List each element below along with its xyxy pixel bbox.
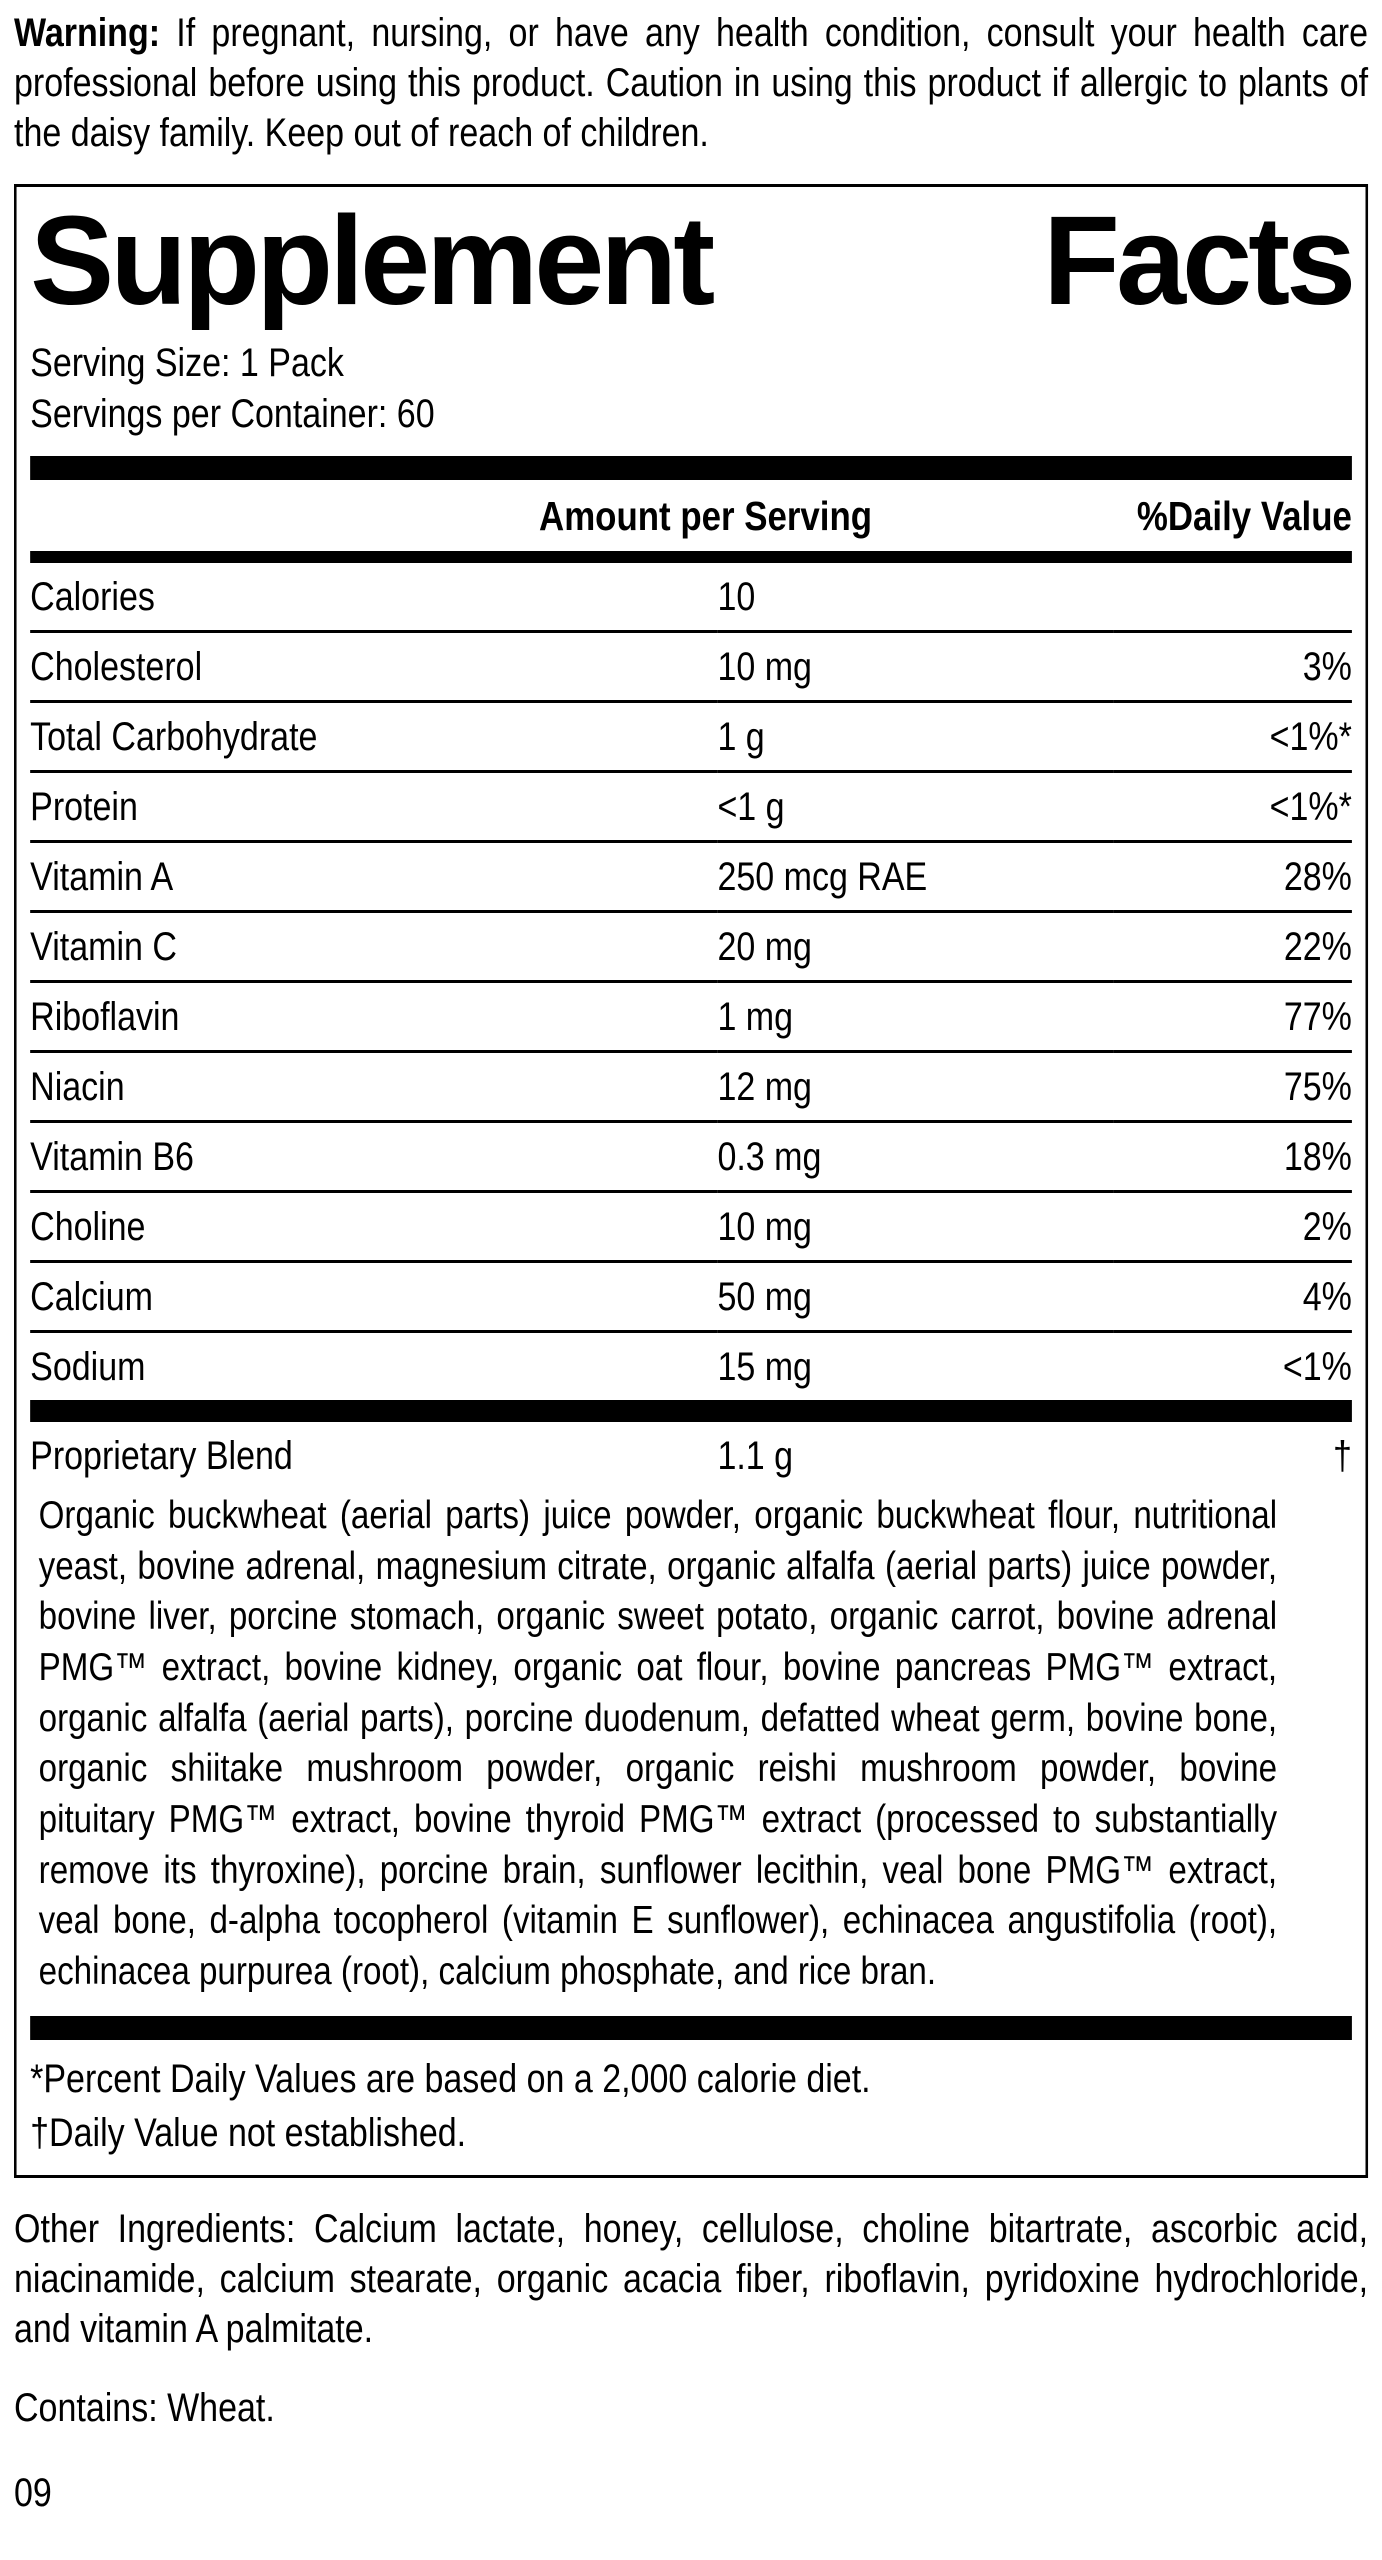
footnote-daily-value-not-established: †Daily Value not established. [30,2111,467,2156]
nutrient-name: Calories [30,574,155,619]
table-row [30,771,1352,841]
proprietary-blend-table [30,1422,1352,1489]
supplement-facts-panel [14,184,1368,2178]
divider-bar-blend [30,1400,1352,1422]
nutrient-name: Vitamin C [30,924,177,969]
divider-bar-footnotes [30,2016,1352,2040]
nutrient-name: Cholesterol [30,644,203,689]
nutrient-daily-value: 28% [1283,854,1352,899]
servings-per-container: Servings per Container: 60 [30,391,435,436]
nutrient-amount: 1 mg [717,994,794,1039]
table-row [30,1331,1352,1400]
table-row [30,1051,1352,1121]
nutrient-name: Vitamin A [30,854,174,899]
column-header-row [30,480,1352,551]
nutrient-amount: 250 mcg RAE [717,854,928,899]
table-row [30,701,1352,771]
table-row [30,981,1352,1051]
warning-paragraph [14,8,1368,158]
nutrient-amount: 0.3 mg [717,1134,822,1179]
nutrient-name: Total Carbohydrate [30,714,318,759]
nutrient-table [30,563,1352,1400]
table-row [30,1261,1352,1331]
table-row [30,1191,1352,1261]
nutrient-daily-value: 3% [1302,644,1352,689]
nutrient-amount: 1 g [717,714,765,759]
blend-name: Proprietary Blend [30,1433,293,1478]
nutrient-daily-value: 75% [1283,1064,1352,1109]
nutrient-name: Choline [30,1204,146,1249]
divider-bar-header [30,551,1352,563]
nutrient-daily-value: 77% [1283,994,1352,1039]
facts-title [30,190,1353,331]
blend-ingredients: Organic buckwheat (aerial parts) juice powder, organic buckwheat flour, nutritional yeast, bovine adrenal, magnesium citrate, organic alfalfa (aerial parts) juice powder, bovine liver, porcine stomach, organic sweet potato, organic carrot, bovine adrenal PMG™ extract, bovine kidney, organic oat flour, bovine pancreas PMG™ extract, organic alfalfa (aerial parts), porcine duodenum, defatted wheat germ, bovine bone, organic shiitake mushroom powder, organic reishi mushroom powder, bovine pituitary PMG™ extract, bovine thyroid PMG™ extract (processed to substantially remove its thyroxine), porcine brain, sunflower lecithin, veal bone PMG™ extract, veal bone, d-alpha tocopherol (vitamin E sunflower), echinacea angustifolia (root), echinacea purpurea (root), calcium phosphate, and rice bran. [38,1493,1278,1994]
column-header-amount: Amount per Serving [539,492,873,539]
nutrient-daily-value: <1%* [1269,784,1352,829]
table-row [30,563,1352,632]
nutrient-name: Protein [30,784,138,829]
nutrient-daily-value: <1%* [1269,714,1352,759]
divider-bar-top [30,456,1352,480]
nutrient-name: Riboflavin [30,994,180,1039]
nutrient-amount: 15 mg [717,1344,812,1389]
facts-title-word-supplement: Supplement [30,190,712,331]
table-row [30,911,1352,981]
nutrient-daily-value: 2% [1302,1204,1352,1249]
nutrient-amount: <1 g [717,784,785,829]
footnotes [30,2052,1352,2161]
nutrient-name: Vitamin B6 [30,1134,194,1179]
nutrient-amount: 50 mg [717,1274,812,1319]
proprietary-blend-row [30,1422,1352,1489]
nutrient-amount: 10 [717,574,756,619]
table-row [30,1121,1352,1191]
serving-size: Serving Size: 1 Pack [30,340,344,385]
nutrient-daily-value: 4% [1302,1274,1352,1319]
nutrient-amount: 20 mg [717,924,812,969]
nutrient-amount: 12 mg [717,1064,812,1109]
nutrient-daily-value: 22% [1283,924,1352,969]
warning-label: Warning: [14,11,161,55]
nutrient-daily-value: 18% [1283,1134,1352,1179]
nutrient-name: Niacin [30,1064,125,1109]
nutrient-amount: 10 mg [717,1204,812,1249]
warning-text: If pregnant, nursing, or have any health condition, consult your health care professional before using this product. Caution in using this product if allergic to plants of the daisy family. Keep out of reach of children. [14,11,1369,155]
blend-amount: 1.1 g [717,1433,794,1478]
nutrient-name: Calcium [30,1274,153,1319]
nutrient-name: Sodium [30,1344,146,1389]
footnote-percent-daily-values: *Percent Daily Values are based on a 2,000 calorie diet. [30,2056,871,2101]
facts-title-word-facts: Facts [1042,190,1353,331]
column-header-daily-value: %Daily Value [1136,492,1352,539]
table-row [30,841,1352,911]
blend-daily-value: † [1332,1433,1352,1478]
lot-code: 09 [14,2470,52,2515]
other-ingredients: Other Ingredients: Calcium lactate, honey, cellulose, choline bitartrate, ascorbic acid, niacinamide, calcium stearate, organic acacia fiber, riboflavin, pyridoxine hydrochloride, and vitamin A palmitate. [14,2206,1369,2351]
nutrient-daily-value [1114,563,1352,632]
nutrient-daily-value: <1% [1282,1344,1352,1389]
nutrient-amount: 10 mg [717,644,812,689]
table-row [30,631,1352,701]
contains-statement: Contains: Wheat. [14,2385,275,2430]
